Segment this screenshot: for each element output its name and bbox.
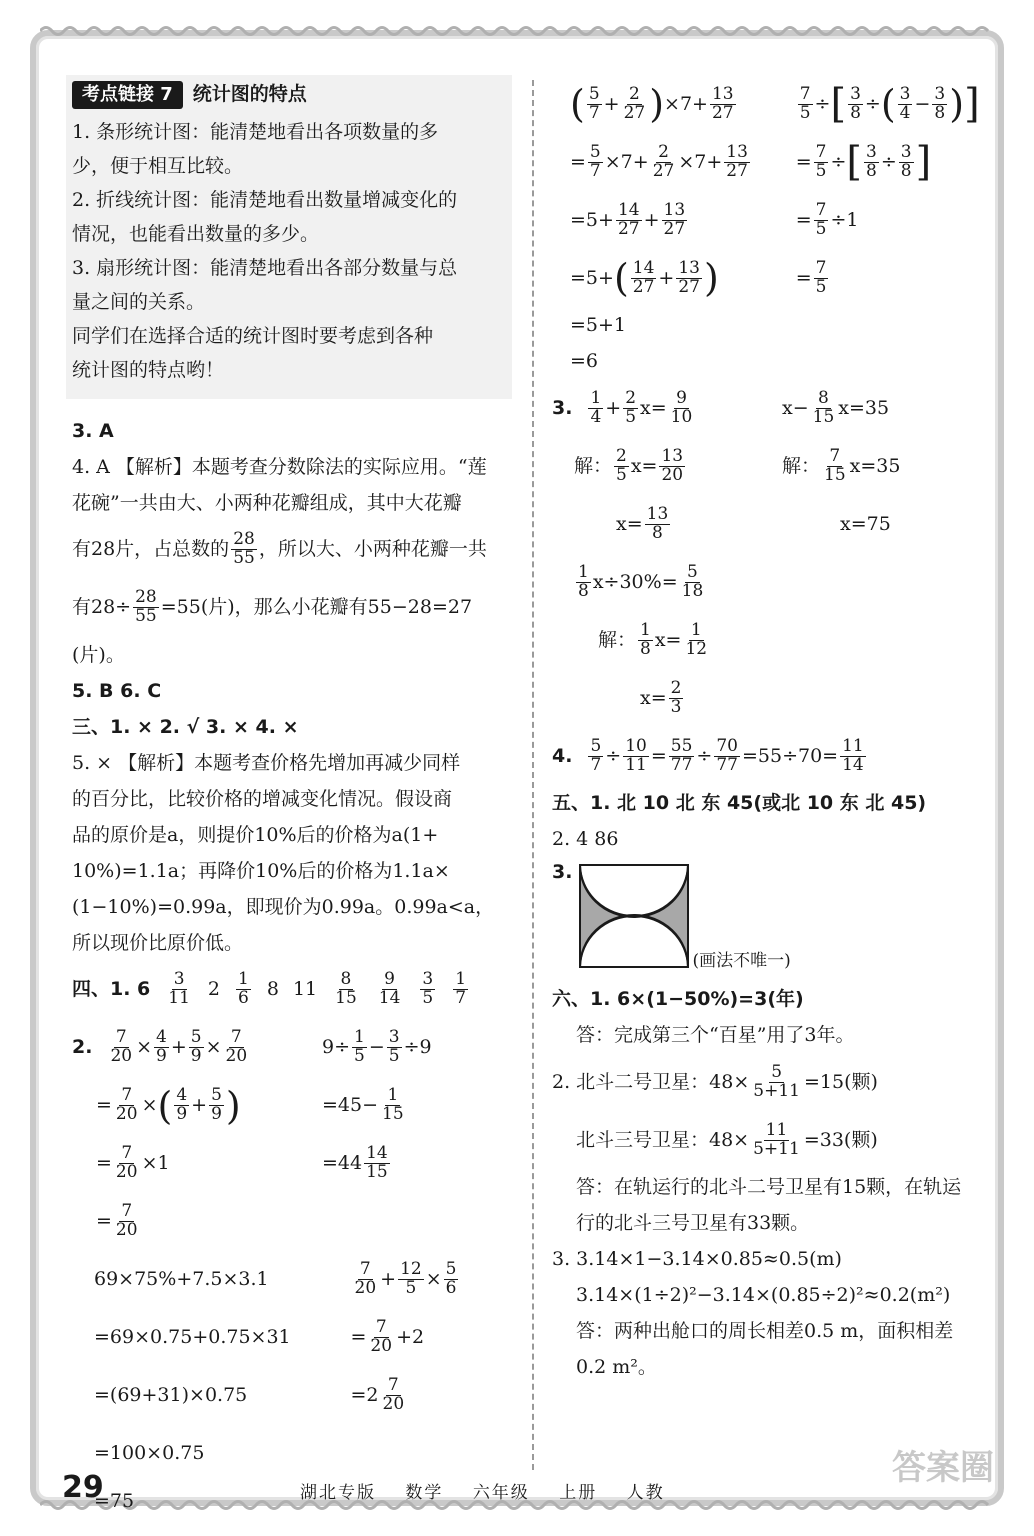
left-column xyxy=(72,75,512,1519)
text: 有28÷ xyxy=(72,596,132,619)
fraction: $\frac{3}{5}$ xyxy=(422,969,434,1009)
fraction: $\frac{28}{55}$ xyxy=(135,587,157,627)
section3-q5-line6: 所以现价比原价低。 xyxy=(72,931,244,954)
text: x= xyxy=(640,686,667,709)
fraction: $\frac{1}{6}$ xyxy=(238,969,249,1009)
calc-block-4: $\frac{7}{20}$ + $\frac{12}{5}$ × $\frac{5}{6}$ = $\frac{7}{20}$ +2 =2 $\frac{7}{20}$ xyxy=(350,1259,457,1415)
section-6-q3-answer2: 0.2 m²。 xyxy=(576,1356,657,1378)
text: =5+ xyxy=(570,266,614,289)
section-4-q2 xyxy=(72,1019,512,1251)
text: x÷30%= xyxy=(592,570,678,593)
footer-info xyxy=(300,1478,687,1503)
text: x= xyxy=(630,454,658,477)
calc-line: =69×0.75+0.75×31 xyxy=(94,1326,291,1349)
column-divider xyxy=(532,80,534,1470)
text: ÷1 xyxy=(830,208,859,231)
calc-pair-1 xyxy=(552,75,992,379)
tip-box xyxy=(66,75,512,399)
calc-line: =5+1 xyxy=(570,314,627,336)
text: x=75 xyxy=(840,512,891,535)
section3-q5-line2: 的百分比，比较价格的增减变化情况。假设商 xyxy=(72,787,453,810)
fraction: $\frac{8}{15}$ xyxy=(335,969,357,1009)
tip-title: 统计图的特点 xyxy=(192,83,307,106)
text: =55(片)，那么小花瓣有55−28=27 xyxy=(160,596,473,619)
tip-header xyxy=(72,81,506,109)
text: ×7+ xyxy=(678,150,723,173)
section-6-q3: 3. 3.14×1−3.14×0.85≈0.5(m) xyxy=(552,1248,842,1270)
section-5-q2: 2. 4 86 xyxy=(552,828,619,850)
section-6-q2-b: 北斗三号卫星：48× $\frac{11}{5+11}$ =33(颗) xyxy=(576,1119,878,1159)
tip-line: 统计图的特点哟！ xyxy=(72,358,225,381)
text: ，所以大、小两种花瓣一共 xyxy=(258,538,487,561)
tip-line: 量之间的关系。 xyxy=(72,290,206,313)
fraction: $\frac{9}{14}$ xyxy=(378,969,401,1009)
text: 8 xyxy=(266,978,279,1001)
section-3-answers: 三、1. × 2. √ 3. × 4. × xyxy=(72,715,299,738)
calc-line: =6 xyxy=(570,350,599,372)
calc-block-1: 2. $\frac{7}{20}$ × $\frac{4}{9}$ + $\frac{5}{9}$ × $\frac{7}{20}$ = $\frac{7}{20}$ × ( $\frac{4}{9}$ + $\frac{5}{9}$ ) = $\frac{7}{20}$ ×1 = $\frac{7}{20}$ xyxy=(72,1027,248,1241)
section-4-q1 xyxy=(72,961,512,1019)
text: 四、1. 6 xyxy=(72,978,151,1001)
text: x− xyxy=(782,396,809,419)
footer-item: 湖北专版 xyxy=(300,1483,376,1503)
eq-block-3: $\frac{1}{8}$ x÷30%= $\frac{5}{18}$ 解： $\frac{1}{8}$ x= $\frac{1}{12}$ x= $\frac{2}{3}$ xyxy=(578,561,708,717)
text: ×7+ xyxy=(664,92,708,115)
text: 3. xyxy=(552,861,573,883)
tip-line: 1. 条形统计图：能清楚地看出各项数量的多 xyxy=(72,120,439,143)
section3-q5-line4: 10%)=1.1a；再降价10%后的价格为1.1a× xyxy=(72,859,450,882)
calc-block-2: 9÷ $\frac{1}{5}$ − $\frac{3}{5}$ ÷9 =45− $\frac{1}{15}$ =44 $\frac{14}{15}$ xyxy=(322,1027,432,1183)
text: = xyxy=(570,150,586,173)
text: =44 xyxy=(322,1152,363,1175)
section-6-q2-a: 2. 北斗二号卫星：48× $\frac{5}{5+11}$ =15(颗) xyxy=(552,1061,878,1101)
text: (画法不唯一) xyxy=(692,950,791,971)
answer-4-line1: 4. A 【解析】本题考查分数除法的实际应用。“莲 xyxy=(72,455,487,478)
answer-4-right: 4. $\frac{5}{7}$ ÷ $\frac{10}{11}$ = $\frac{55}{77}$ ÷ $\frac{70}{77}$ =55÷70= $\frac{11}{14}$ xyxy=(552,735,864,775)
answer-3: 3. A xyxy=(72,419,114,442)
text: 4. xyxy=(552,744,573,767)
tip-badge: 考点链接 7 xyxy=(72,81,183,109)
section-6-q1: 六、1. 6×(1−50%)=3(年) xyxy=(552,988,804,1010)
text: 有28片，占总数的 xyxy=(72,538,230,561)
wavy-border-top xyxy=(40,24,994,38)
fraction: $\frac{1}{7}$ xyxy=(455,969,467,1009)
calc-block-6: $\frac{7}{5}$ ÷ [ $\frac{3}{8}$ ÷ ( $\frac{3}{4}$ − $\frac{3}{8}$ ) ] = $\frac{7}{5}$ ÷ [ $\frac{3}{8}$ ÷ $\frac{3}{8}$ ] = $\frac{7}{5}$ ÷1 = $\frac{7}{5}$ xyxy=(795,81,980,297)
section3-q5-line3: 品的原价是a，则提价10%后的价格为a(1+ xyxy=(72,823,439,846)
section-6-q1-answer: 答：完成第三个“百星”用了3年。 xyxy=(576,1024,855,1046)
section3-q5-line1: 5. × 【解析】本题考查价格先增加再减少同样 xyxy=(72,751,461,774)
tip-line: 2. 折线统计图：能清楚地看出数量增减变化的 xyxy=(72,188,458,211)
footer-item: 上册 xyxy=(559,1483,598,1503)
text: x=35 xyxy=(849,454,901,477)
text: x= xyxy=(654,628,682,651)
section-5-q3 xyxy=(552,861,992,971)
text: x= xyxy=(616,512,643,535)
text: 解： xyxy=(782,454,821,477)
section-6-q3-b: 3.14×(1÷2)²−3.14×(0.85÷2)²≈0.2(m²) xyxy=(576,1284,951,1306)
eq-block-1: 3. $\frac{1}{4}$ + $\frac{2}{5}$ x= $\frac{9}{10}$ 解： $\frac{2}{5}$ x= $\frac{13}{20}$ x= $\frac{13}{8}$ xyxy=(552,387,693,543)
section3-q5-line5: (1−10%)=0.99a，即现价为0.99a。0.99a<a， xyxy=(72,895,495,918)
tip-line: 情况，也能看出数量的多少。 xyxy=(72,222,320,245)
answer-4-line2: 花碗”一共由大、小两种花瓣组成，其中大花瓣 xyxy=(72,491,462,514)
text: x=35 xyxy=(838,396,890,419)
tip-line: 3. 扇形统计图：能清楚地看出各部分数量与总 xyxy=(72,256,458,279)
text: x= xyxy=(640,396,667,419)
calc-block-5: ( $\frac{5}{7}$ + $\frac{2}{27}$ ) ×7+ $\frac{13}{27}$ = $\frac{5}{7}$ ×7+ $\frac{2}{27}$ ×7+ $\frac{13}{27}$ =5+ $\frac{14}{27}$ + $\frac{13}{27}$ =5+ ( $\frac{14}{27}$ + $\frac{13}{27}$ ) =5+1 =6 xyxy=(552,75,796,379)
answer-4-line3 xyxy=(72,521,512,579)
text: =5+ xyxy=(570,208,614,231)
eq-block-2: x− $\frac{8}{15}$ x=35 解： $\frac{7}{15}$ x=35 x=75 xyxy=(782,387,901,535)
footer-item: 人教 xyxy=(626,1483,665,1503)
section-6-q2-answer1: 答：在轨运行的北斗二号卫星有15颗，在轨运 xyxy=(576,1176,962,1198)
text: 2 xyxy=(207,978,221,1001)
text: 解： xyxy=(574,454,613,477)
text: +2 xyxy=(396,1326,425,1349)
text: 2. 北斗二号卫星：48× xyxy=(552,1070,750,1093)
section-6-q3-answer1: 答：两种出舱口的周长相差0.5 m，面积相差 xyxy=(576,1320,954,1342)
page-number: 29 xyxy=(62,1470,104,1505)
calc-line: =75 xyxy=(94,1489,135,1512)
text: 解： xyxy=(598,628,637,651)
text: 3. xyxy=(552,396,573,419)
answer-5-6: 5. B 6. C xyxy=(72,679,162,702)
answer-4-line5: (片)。 xyxy=(72,643,125,666)
text: 北斗三号卫星：48× xyxy=(576,1128,750,1151)
right-column xyxy=(552,75,992,1385)
section-6-q2-answer2: 行的北斗三号卫星有33颗。 xyxy=(576,1212,810,1234)
text: =2 xyxy=(350,1384,379,1407)
equations-block xyxy=(552,379,992,553)
text: 11 xyxy=(292,978,318,1001)
text: = xyxy=(350,1326,367,1349)
text: =55÷70= xyxy=(741,744,839,767)
calc-line: =100×0.75 xyxy=(94,1442,205,1465)
answer-4-line4 xyxy=(72,579,512,637)
fraction: $\frac{3}{11}$ xyxy=(168,969,190,1009)
tip-line: 同学们在选择合适的统计图时要考虑到各种 xyxy=(72,324,434,347)
shaded-figure xyxy=(576,861,692,971)
text: ×7+ xyxy=(604,150,649,173)
text: =33(颗) xyxy=(803,1128,878,1151)
footer-item: 六年级 xyxy=(472,1483,530,1503)
text: =15(颗) xyxy=(803,1070,878,1093)
calc-line: =(69+31)×0.75 xyxy=(94,1384,248,1407)
footer-item: 数学 xyxy=(405,1483,444,1503)
section-5-q1: 五、1. 北 10 北 东 45(或北 10 东 北 45) xyxy=(552,792,927,814)
watermark: 答案圈 xyxy=(892,1448,994,1488)
calc-line: 69×75%+7.5×3.1 xyxy=(94,1268,269,1291)
text: =45− xyxy=(322,1094,379,1117)
tip-line: 少，便于相互比较。 xyxy=(72,154,244,177)
fraction: $\frac{28}{55}$ xyxy=(233,529,255,569)
